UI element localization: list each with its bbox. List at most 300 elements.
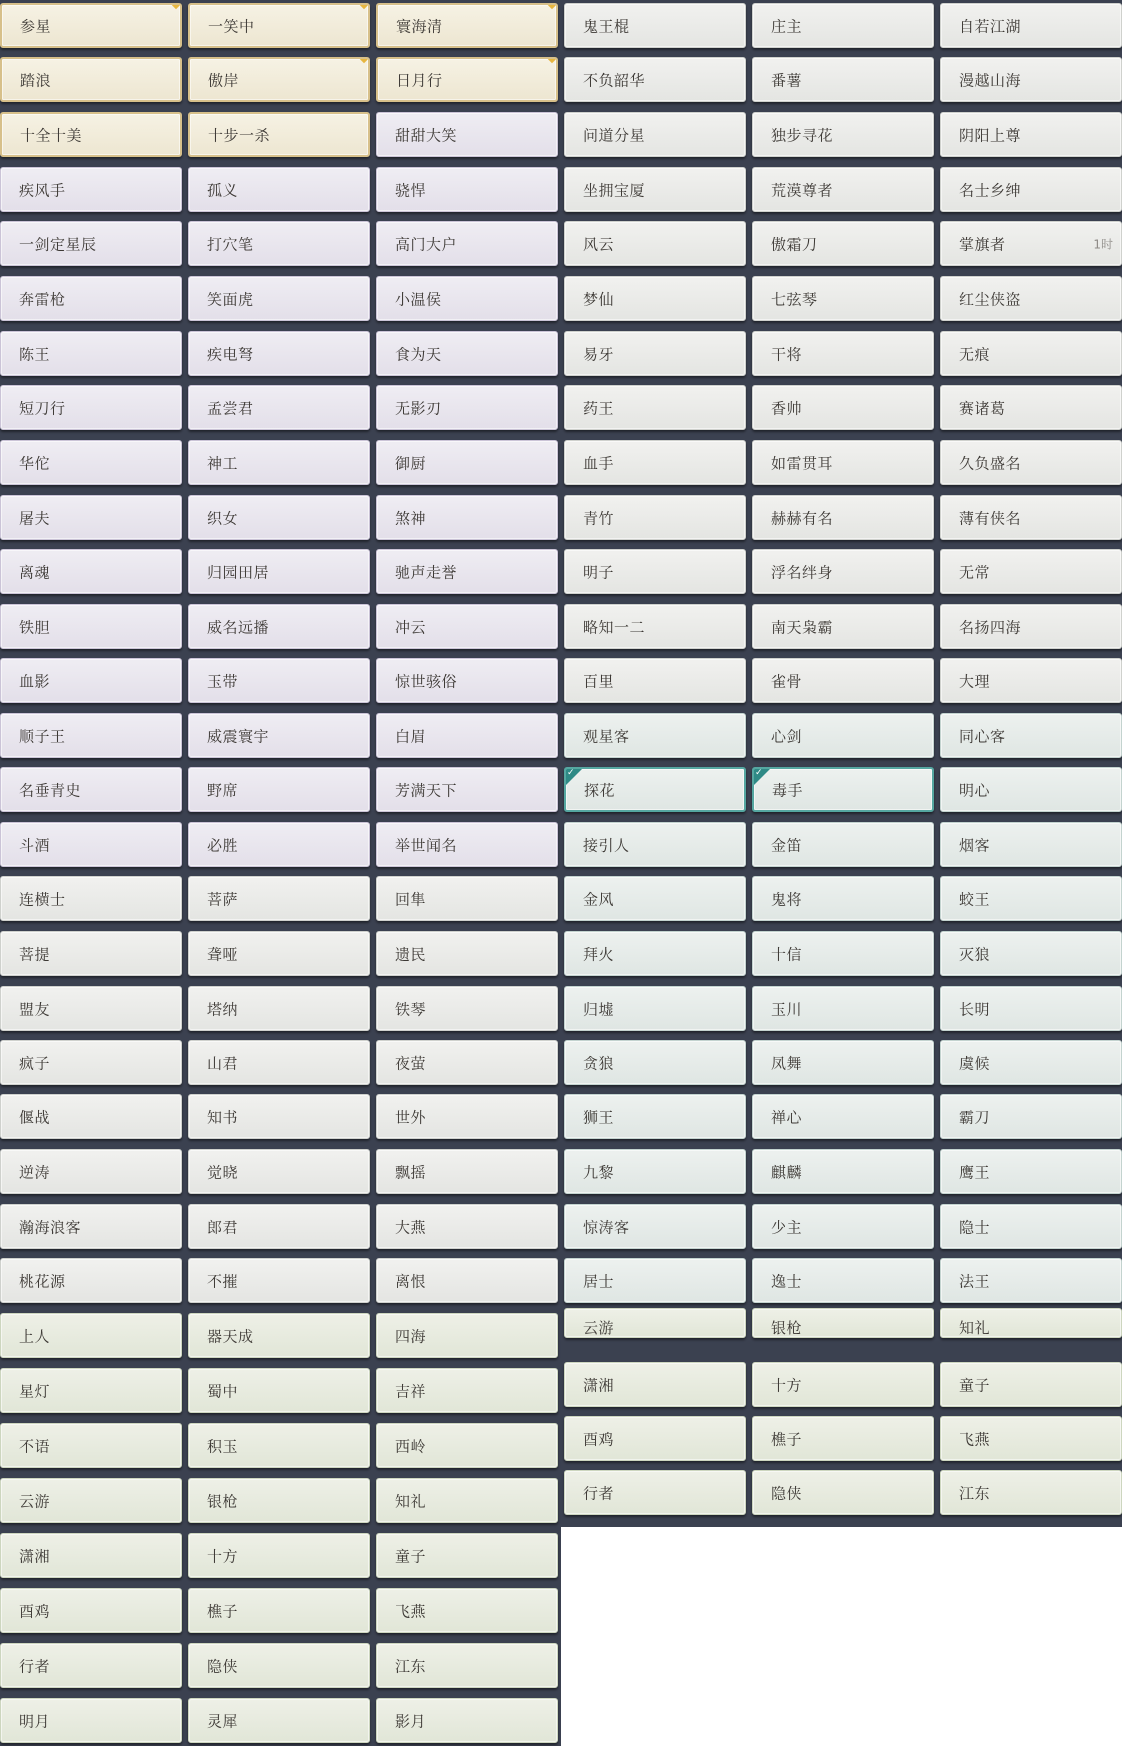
title-tile[interactable] — [564, 1416, 746, 1461]
title-tile[interactable] — [0, 1094, 182, 1139]
title-tile[interactable] — [0, 331, 182, 376]
title-label: 无常 — [959, 563, 991, 581]
title-tile[interactable] — [940, 167, 1122, 212]
title-tile[interactable] — [0, 1368, 182, 1413]
title-label: 灵犀 — [207, 1712, 239, 1730]
title-tile[interactable] — [188, 604, 370, 649]
title-label: 菩提 — [19, 945, 51, 963]
title-label: 野席 — [207, 781, 239, 799]
title-tile[interactable] — [940, 385, 1122, 430]
title-tile[interactable] — [0, 1423, 182, 1468]
title-tile[interactable] — [0, 1643, 182, 1688]
title-label: 笑面虎 — [207, 290, 254, 308]
title-tile[interactable] — [564, 112, 746, 157]
title-label: 酉鸡 — [19, 1602, 51, 1620]
title-tile[interactable] — [752, 658, 934, 703]
title-tile[interactable] — [0, 167, 182, 212]
title-tile[interactable] — [752, 112, 934, 157]
title-label: 问道分星 — [583, 126, 646, 144]
title-tile[interactable] — [752, 604, 934, 649]
title-label: 惊涛客 — [583, 1218, 630, 1236]
title-label: 屠夫 — [19, 509, 51, 527]
title-label: 知礼 — [395, 1492, 427, 1510]
title-tile[interactable] — [564, 931, 746, 976]
title-label: 蜀中 — [207, 1382, 239, 1400]
title-tile[interactable] — [188, 713, 370, 758]
title-tile[interactable] — [0, 221, 182, 266]
title-tile[interactable] — [564, 658, 746, 703]
title-tile[interactable] — [188, 767, 370, 812]
title-tile[interactable] — [376, 1533, 558, 1578]
title-tile[interactable] — [188, 331, 370, 376]
title-tile[interactable] — [188, 1423, 370, 1468]
title-tile[interactable] — [376, 1423, 558, 1468]
title-tile[interactable] — [188, 876, 370, 921]
title-label: 漫越山海 — [959, 71, 1022, 89]
title-label: 影月 — [395, 1712, 427, 1730]
title-tile[interactable] — [564, 604, 746, 649]
title-label: 不负韶华 — [583, 71, 646, 89]
title-label: 灭狼 — [959, 945, 991, 963]
title-label: 骁悍 — [395, 181, 427, 199]
title-label: 离恨 — [395, 1272, 427, 1290]
title-tile[interactable] — [376, 1698, 558, 1743]
title-label: 十方 — [207, 1547, 239, 1565]
title-tile[interactable] — [0, 1040, 182, 1085]
title-tile[interactable] — [188, 1258, 370, 1303]
title-label: 飞燕 — [395, 1602, 427, 1620]
title-label: 一笑中 — [208, 17, 255, 35]
title-tile[interactable] — [0, 1533, 182, 1578]
title-label: 阴阳上尊 — [959, 126, 1022, 144]
title-label: 法王 — [959, 1272, 991, 1290]
title-label: 独步寻花 — [771, 126, 834, 144]
title-label: 鬼将 — [771, 890, 803, 908]
title-tile[interactable] — [0, 986, 182, 1031]
title-label: 孟尝君 — [207, 399, 254, 417]
title-label: 铁胆 — [19, 618, 51, 636]
title-tile[interactable] — [188, 1588, 370, 1633]
title-tile[interactable] — [752, 331, 934, 376]
title-label: 荒漠尊者 — [771, 181, 834, 199]
title-tile[interactable] — [564, 822, 746, 867]
title-label: 江东 — [395, 1657, 427, 1675]
title-tile[interactable] — [564, 876, 746, 921]
title-label: 铁琴 — [395, 1000, 427, 1018]
title-label: 夜萤 — [395, 1054, 427, 1072]
title-tile[interactable] — [376, 1258, 558, 1303]
title-tile[interactable] — [0, 385, 182, 430]
title-tile[interactable] — [940, 549, 1122, 594]
title-label: 毒手 — [772, 781, 804, 799]
title-tile[interactable] — [564, 1308, 746, 1338]
title-tile[interactable] — [752, 167, 934, 212]
title-tile[interactable] — [0, 440, 182, 485]
title-tile[interactable] — [940, 1094, 1122, 1139]
title-tile[interactable] — [376, 1094, 558, 1139]
title-tile[interactable] — [940, 658, 1122, 703]
title-tile[interactable] — [564, 549, 746, 594]
title-tile[interactable] — [564, 1094, 746, 1139]
title-label: 盟友 — [19, 1000, 51, 1018]
title-tile[interactable] — [188, 440, 370, 485]
title-tile[interactable] — [940, 822, 1122, 867]
title-tile[interactable] — [564, 1040, 746, 1085]
title-tile[interactable] — [940, 440, 1122, 485]
title-tile[interactable] — [564, 331, 746, 376]
title-label: 行者 — [583, 1484, 615, 1502]
title-label: 凤舞 — [771, 1054, 803, 1072]
title-label: 神工 — [207, 454, 239, 472]
title-label: 略知一二 — [583, 618, 646, 636]
title-tile[interactable] — [752, 1258, 934, 1303]
title-tile[interactable] — [564, 57, 746, 102]
title-tile[interactable] — [752, 1362, 934, 1407]
title-tile[interactable] — [0, 495, 182, 540]
title-label: 傲岸 — [208, 71, 240, 89]
title-label: 威震寰宇 — [207, 727, 270, 745]
title-tile[interactable] — [0, 658, 182, 703]
title-label: 隐侠 — [207, 1657, 239, 1675]
title-tile[interactable] — [188, 1698, 370, 1743]
title-label: 斗酒 — [19, 836, 51, 854]
title-tile[interactable] — [564, 221, 746, 266]
title-tile[interactable] — [564, 986, 746, 1031]
title-tile[interactable] — [376, 549, 558, 594]
title-label: 无影刃 — [395, 399, 442, 417]
title-label: 云游 — [583, 1319, 615, 1337]
title-label: 四海 — [395, 1327, 427, 1345]
title-tile[interactable] — [376, 112, 558, 157]
title-label: 金风 — [583, 890, 615, 908]
title-tile[interactable] — [188, 1368, 370, 1413]
title-tile[interactable] — [940, 3, 1122, 48]
title-tile[interactable] — [376, 57, 558, 102]
title-tile[interactable] — [940, 1470, 1122, 1515]
title-label: 顺子王 — [19, 727, 66, 745]
title-label: 樵子 — [207, 1602, 239, 1620]
title-label: 傲霜刀 — [771, 235, 818, 253]
title-tile[interactable] — [752, 221, 934, 266]
title-tile[interactable] — [0, 931, 182, 976]
gem-icon — [548, 3, 556, 9]
title-label: 隐士 — [959, 1218, 991, 1236]
title-tile[interactable] — [752, 1470, 934, 1515]
title-tile[interactable] — [0, 1204, 182, 1249]
title-tile[interactable] — [0, 57, 182, 102]
title-label: 郎君 — [207, 1218, 239, 1236]
title-tile[interactable] — [752, 1094, 934, 1139]
title-tile[interactable] — [188, 1149, 370, 1194]
title-label: 雀骨 — [771, 672, 803, 690]
title-tile[interactable] — [188, 1094, 370, 1139]
title-tile[interactable] — [564, 1149, 746, 1194]
title-label: 煞神 — [395, 509, 427, 527]
title-label: 上人 — [19, 1327, 51, 1345]
title-tile[interactable] — [0, 1149, 182, 1194]
title-tile[interactable] — [752, 440, 934, 485]
title-tile[interactable] — [376, 1588, 558, 1633]
title-tile[interactable] — [940, 1258, 1122, 1303]
title-label: 七弦琴 — [771, 290, 818, 308]
title-tile[interactable] — [0, 822, 182, 867]
title-label: 奔雷枪 — [19, 290, 66, 308]
title-label: 久负盛名 — [959, 454, 1022, 472]
title-tile[interactable] — [752, 1204, 934, 1249]
title-label: 打穴笔 — [207, 235, 254, 253]
title-tile[interactable] — [376, 767, 558, 812]
title-label: 赫赫有名 — [771, 509, 834, 527]
title-tile[interactable] — [0, 1478, 182, 1523]
title-label: 疯子 — [19, 1054, 51, 1072]
title-tile[interactable] — [752, 713, 934, 758]
title-label: 少主 — [771, 1218, 803, 1236]
title-label: 赛诸葛 — [959, 399, 1006, 417]
title-tile[interactable] — [752, 1040, 934, 1085]
title-label: 易牙 — [583, 345, 615, 363]
title-label: 举世闻名 — [395, 836, 458, 854]
title-tile[interactable] — [940, 767, 1122, 812]
title-label: 小温侯 — [395, 290, 442, 308]
title-tile[interactable] — [752, 1149, 934, 1194]
title-tile[interactable] — [376, 1313, 558, 1358]
title-label: 积玉 — [207, 1437, 239, 1455]
title-label: 云游 — [19, 1492, 51, 1510]
title-label: 隐侠 — [771, 1484, 803, 1502]
title-tile[interactable] — [188, 1204, 370, 1249]
title-label: 童子 — [959, 1376, 991, 1394]
title-tile[interactable] — [0, 1588, 182, 1633]
title-tile[interactable] — [564, 1204, 746, 1249]
title-tile[interactable] — [940, 713, 1122, 758]
gem-icon — [548, 57, 556, 63]
title-label: 无痕 — [959, 345, 991, 363]
title-label: 童子 — [395, 1547, 427, 1565]
title-tile[interactable] — [752, 876, 934, 921]
title-tile[interactable] — [188, 1040, 370, 1085]
title-tile[interactable] — [376, 1368, 558, 1413]
title-label: 世外 — [395, 1108, 427, 1126]
title-label: 香帅 — [771, 399, 803, 417]
title-tile[interactable] — [564, 495, 746, 540]
title-tile[interactable] — [752, 3, 934, 48]
title-tile[interactable] — [0, 713, 182, 758]
title-label: 大理 — [959, 672, 991, 690]
title-tile[interactable] — [940, 604, 1122, 649]
title-label: 梦仙 — [583, 290, 615, 308]
title-label: 如雷贯耳 — [771, 454, 834, 472]
title-tile[interactable] — [752, 1308, 934, 1338]
title-tile[interactable] — [188, 276, 370, 321]
title-label: 不摧 — [207, 1272, 239, 1290]
title-label: 飘摇 — [395, 1163, 427, 1181]
title-tile[interactable] — [376, 822, 558, 867]
title-tile[interactable] — [940, 276, 1122, 321]
title-tile[interactable] — [0, 604, 182, 649]
title-label: 金笛 — [771, 836, 803, 854]
timer-text: 1时 — [1093, 237, 1113, 251]
title-tile[interactable] — [564, 276, 746, 321]
title-label: 食为天 — [395, 345, 442, 363]
title-tile[interactable] — [188, 931, 370, 976]
title-label: 星灯 — [19, 1382, 51, 1400]
title-label: 偃战 — [19, 1108, 51, 1126]
title-label: 冲云 — [395, 618, 427, 636]
title-label: 疾风手 — [19, 181, 66, 199]
title-label: 鹰王 — [959, 1163, 991, 1181]
title-label: 飞燕 — [959, 1430, 991, 1448]
title-label: 虞候 — [959, 1054, 991, 1072]
title-tile[interactable] — [940, 1416, 1122, 1461]
title-tile[interactable] — [940, 1149, 1122, 1194]
title-tile[interactable] — [0, 1313, 182, 1358]
title-tile[interactable] — [376, 385, 558, 430]
title-tile[interactable] — [752, 549, 934, 594]
title-tile[interactable] — [376, 604, 558, 649]
title-tile[interactable] — [376, 1204, 558, 1249]
title-label: 药王 — [583, 399, 615, 417]
title-tile[interactable] — [188, 658, 370, 703]
title-label: 寰海清 — [396, 17, 443, 35]
title-label: 银枪 — [207, 1492, 239, 1510]
title-label: 九黎 — [583, 1163, 615, 1181]
title-tile[interactable] — [188, 385, 370, 430]
title-tile[interactable] — [188, 1533, 370, 1578]
title-tile[interactable] — [0, 3, 182, 48]
title-tile[interactable] — [188, 1313, 370, 1358]
title-tile[interactable] — [752, 1416, 934, 1461]
title-tile[interactable] — [376, 931, 558, 976]
title-tile[interactable] — [0, 876, 182, 921]
title-tile[interactable] — [188, 1478, 370, 1523]
title-label: 一剑定星辰 — [19, 235, 97, 253]
title-tile[interactable] — [752, 767, 934, 812]
title-tile[interactable] — [0, 549, 182, 594]
title-label: 番薯 — [771, 71, 803, 89]
title-tile[interactable] — [376, 495, 558, 540]
title-label: 甜甜大笑 — [395, 126, 458, 144]
title-tile[interactable] — [940, 112, 1122, 157]
title-tile[interactable] — [376, 440, 558, 485]
title-tile[interactable] — [188, 1643, 370, 1688]
title-label: 知礼 — [959, 1319, 991, 1337]
title-tile[interactable] — [564, 1470, 746, 1515]
title-tile[interactable] — [188, 221, 370, 266]
title-tile[interactable] — [564, 385, 746, 430]
title-tile[interactable] — [564, 440, 746, 485]
title-label: 知书 — [207, 1108, 239, 1126]
title-label: 居士 — [583, 1272, 615, 1290]
title-label: 烟客 — [959, 836, 991, 854]
title-label: 疾电弩 — [207, 345, 254, 363]
title-label: 日月行 — [396, 71, 443, 89]
title-tile[interactable] — [188, 112, 370, 157]
title-tile[interactable] — [564, 167, 746, 212]
title-tile[interactable] — [0, 1698, 182, 1743]
title-tile[interactable] — [940, 57, 1122, 102]
title-tile[interactable] — [376, 1040, 558, 1085]
title-tile[interactable] — [940, 1308, 1122, 1338]
title-tile[interactable] — [376, 1478, 558, 1523]
title-tile[interactable] — [188, 549, 370, 594]
title-tile[interactable] — [188, 986, 370, 1031]
title-tile[interactable] — [0, 112, 182, 157]
title-label: 回隼 — [395, 890, 427, 908]
title-tile[interactable] — [564, 767, 746, 812]
title-tile[interactable] — [940, 1204, 1122, 1249]
title-tile[interactable] — [940, 331, 1122, 376]
title-tile[interactable] — [940, 495, 1122, 540]
title-tile[interactable] — [188, 57, 370, 102]
title-tile[interactable] — [376, 658, 558, 703]
title-label: 觉晓 — [207, 1163, 239, 1181]
title-tile[interactable] — [188, 495, 370, 540]
title-tile[interactable] — [940, 221, 1122, 266]
title-label: 玉带 — [207, 672, 239, 690]
title-tile[interactable] — [376, 167, 558, 212]
title-label: 桃花源 — [19, 1272, 66, 1290]
title-tile[interactable] — [376, 331, 558, 376]
title-label: 十方 — [771, 1376, 803, 1394]
title-label: 掌旗者 — [959, 235, 1006, 253]
title-tile[interactable] — [188, 3, 370, 48]
title-label: 狮王 — [583, 1108, 615, 1126]
title-tile[interactable] — [564, 3, 746, 48]
title-tile[interactable] — [752, 931, 934, 976]
gem-icon — [360, 3, 368, 9]
title-tile[interactable] — [564, 1258, 746, 1303]
title-tile[interactable] — [376, 276, 558, 321]
title-tile[interactable] — [752, 57, 934, 102]
title-label: 必胜 — [207, 836, 239, 854]
title-label: 高门大户 — [395, 235, 458, 253]
title-tile[interactable] — [188, 822, 370, 867]
title-tile[interactable] — [376, 221, 558, 266]
title-tile[interactable] — [564, 713, 746, 758]
title-tile[interactable] — [376, 1149, 558, 1194]
title-tile[interactable] — [376, 3, 558, 48]
title-label: 参星 — [20, 17, 52, 35]
title-label: 酉鸡 — [583, 1430, 615, 1448]
title-tile[interactable] — [752, 822, 934, 867]
title-tile[interactable] — [940, 1362, 1122, 1407]
title-tile[interactable] — [376, 986, 558, 1031]
title-tile[interactable] — [0, 1258, 182, 1303]
title-tile[interactable] — [188, 167, 370, 212]
title-label: 白眉 — [395, 727, 427, 745]
title-tile[interactable] — [752, 495, 934, 540]
title-label: 十步一杀 — [208, 126, 271, 144]
title-tile[interactable] — [940, 1040, 1122, 1085]
title-label: 潇湘 — [583, 1376, 615, 1394]
title-label: 明子 — [583, 563, 615, 581]
title-tile[interactable] — [940, 986, 1122, 1031]
title-label: 贪狼 — [583, 1054, 615, 1072]
title-tile[interactable] — [0, 767, 182, 812]
title-tile[interactable] — [752, 276, 934, 321]
title-tile[interactable] — [940, 876, 1122, 921]
title-tile[interactable] — [564, 1362, 746, 1407]
title-tile[interactable] — [752, 986, 934, 1031]
title-tile[interactable] — [940, 931, 1122, 976]
title-tile[interactable] — [376, 1643, 558, 1688]
title-tile[interactable] — [0, 276, 182, 321]
title-tile[interactable] — [376, 876, 558, 921]
title-tile[interactable] — [752, 385, 934, 430]
title-label: 麒麟 — [771, 1163, 803, 1181]
title-tile[interactable] — [376, 713, 558, 758]
title-label: 连横士 — [19, 890, 66, 908]
